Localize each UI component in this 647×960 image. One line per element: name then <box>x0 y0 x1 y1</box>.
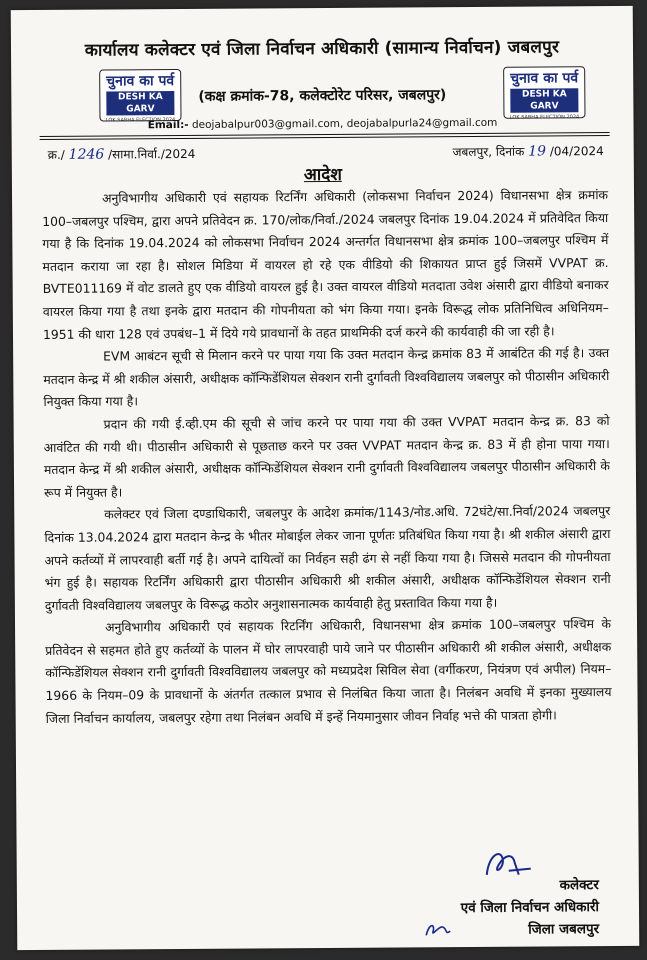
office-title: कार्यालय कलेक्टर एवं जिला निर्वाचन अधिकारी (सामान्य निर्वाचन) जबलपुर <box>84 37 560 61</box>
reference-date <box>453 142 604 160</box>
logo-left-sub: LOK SABHA ELECTION 2024 <box>105 117 176 124</box>
logo-left-hindi: चुनाव का पर्व <box>106 73 175 90</box>
ref-suffix: /सामा.निर्वा./2024 <box>108 146 196 162</box>
paragraph: कलेक्टर एवं जिला दण्डाधिकारी, जबलपुर के आदेश क्रमांक/1143/नोड.अधि. 72घंटे/सा.निर्वा/2024 जबलपुर दिनांक 13.04.2024 द्वारा मतदान केन्द्र के भीतर मोबाईल लेकर जाना पूर्णतः प्रतिबंधित किया गया है। श्री शकील अंसारी द्वारा अपने कर्तव्यों में लापरवाही बर्ती गई है। अपने दायित्वों का निर्वहन सही ढंग से नहीं किया गया है। जिससे मतदान की गोपनीयता भंग हुई है। सहायक रिटर्निंग अधिकारी द्वारा पीठासीन अधिकारी श्री शकील अंसारी, अधीक्षक कॉन्फिडेंशियल सेक्शन रानी दुर्गावती विश्वविद्यालय जबलपुर के विरूद्ध कठोर अनुशासनात्मक कार्यवाही हेतु प्रस्तावित किया गया है। <box>44 503 611 613</box>
signature-block <box>399 874 599 941</box>
signature-title: एवं जिला निर्वाचन अधिकारी <box>460 899 600 917</box>
reference-number <box>48 145 196 163</box>
signature-designation: कलेक्टर <box>559 877 599 894</box>
paragraph: प्रदान की गयी ई.व्ही.एम की सूची से जांच करने पर पाया गया की उक्त VVPAT मतदान केन्द्र क्र. 83 को आवंटित की गयी थी। पीठासीन अधिकारी से पूछताछ करने पर उक्त VVPAT मतदान केन्द्र क्र. 83 में ही होना पाया गया। मतदान केन्द्र में श्री शकील अंसारी, अधीक्षक कॉन्फिडेंशियल सेक्शन रानी दुर्गावती विश्वविद्यालय जबलपुर पीठासीन अधिकारी के रूप में नियुक्त है। <box>43 412 610 500</box>
paragraph: EVM आबंटन सूची से मिलान करने पर पाया गया कि उक्त मतदान केन्द्र क्रमांक 83 में आबंटित की गई है। उक्त मतदान केन्द्र में श्री शकील अंसारी, अधीक्षक कॉन्फिडेंशियल सेक्शन रानी दुर्गावती विश्वविद्यालय जबलपुर को पीठासीन अधिकारी नियुक्त किया गया है। <box>43 345 610 410</box>
paragraph: अनुविभागीय अधिकारी एवं सहायक रिटर्निंग अधिकारी, विधानसभा क्षेत्र क्रमांक 100–जबलपुर पश्चिम के प्रतिवेदन से सहमत होते हुए कर्तव्यों के पालन में घोर लापरवाही पाये जाने पर पीठासीन अधिकारी श्री शकील अंसारी, अधीक्षक कॉन्फिडेंशियल सेक्शन रानी दुर्गावती विश्वविद्यालय जबलपुर को मध्यप्रदेश सिविल सेवा (वर्गीकरण, नियंत्रण एवं अपील) नियम–1966 के नियम–09 के प्रावधानों के अंतर्गत तत्काल प्रभाव से निलंबित किया जाता है। निलंबन अवधि में इनका मुख्यालय जिला निर्वाचन कार्यालय, जबलपुर रहेगा तथा निलंबन अवधि में इन्हें नियमानुसार जीवन निर्वाह भत्ते की पात्रता होगी। <box>45 616 612 726</box>
order-body <box>42 184 612 730</box>
date-handwritten-day: 19 <box>528 143 547 160</box>
signature-district: जिला जबलपुर <box>528 921 600 938</box>
date-suffix: /04/2024 <box>549 144 604 159</box>
logo-right-sub: LOK SABHA ELECTION 2024 <box>509 114 580 121</box>
logo-right-hindi: चुनाव का पर्व <box>510 70 579 87</box>
date-prefix: जबलपुर, दिनांक <box>452 144 525 160</box>
signature-scribble-icon <box>479 845 539 885</box>
email-addresses: deojabalpur003@gmail.com, deojabalpurla24@gmail.com <box>191 116 498 131</box>
document-page <box>11 6 640 950</box>
initials-scribble-icon <box>423 919 453 939</box>
election-logo-right <box>503 66 585 119</box>
order-title: आदेश <box>303 164 342 186</box>
ref-handwritten-number: 1246 <box>68 146 105 163</box>
paragraph: अनुविभागीय अधिकारी एवं सहायक रिटर्निंग अधिकारी (लोकसभा निर्वाचन 2024) विधानसभा क्षेत्र क्रमांक 100–जबलपुर पश्चिम, द्वारा अपने प्रतिवेदन क्र. 170/लोक/निर्वा./2024 जबलपुर दिनांक 19.04.2024 में प्रतिवेदित किया गया है कि दिनांक 19.04.2024 को लोकसभा निर्वाचन 2024 अन्तर्गत विधानसभा क्षेत्र क्रमांक 100–जबलपुर पश्चिम में मतदान कराया जा रहा है। सोशल मिडिया में वायरल हो रहे एक वीडियो की शिकायत प्राप्त हुई जिसमें VVPAT क्र. BVTE011169 में वोट डालते हुए एक वीडियो वायरल हुई है। उक्त वायरल वीडियो मतदाता उवेश अंसारी द्वारा वीडियो बनाकर वायरल किया गया है तथा इनके द्वारा मतदान की गोपनीयता को भंग किया गया। इनके विरूद्ध लोक प्रतिनिधित्व अधिनियम–1951 की धारा 128 एवं उपबंध–1 में दिये गये प्रावधानों के तहत प्राथमिकी दर्ज करने की कार्यवाही की जा रही है। <box>42 187 609 342</box>
logo-right-english: DESH KA GARV <box>510 88 578 112</box>
logo-left-english: DESH KA GARV <box>106 91 174 115</box>
office-address: (कक्ष क्रमांक-78, कलेक्टोरेट परिसर, जबलपुर) <box>198 87 447 105</box>
email-label: Email:- <box>147 118 189 132</box>
ref-prefix: क्र./ <box>47 147 65 162</box>
